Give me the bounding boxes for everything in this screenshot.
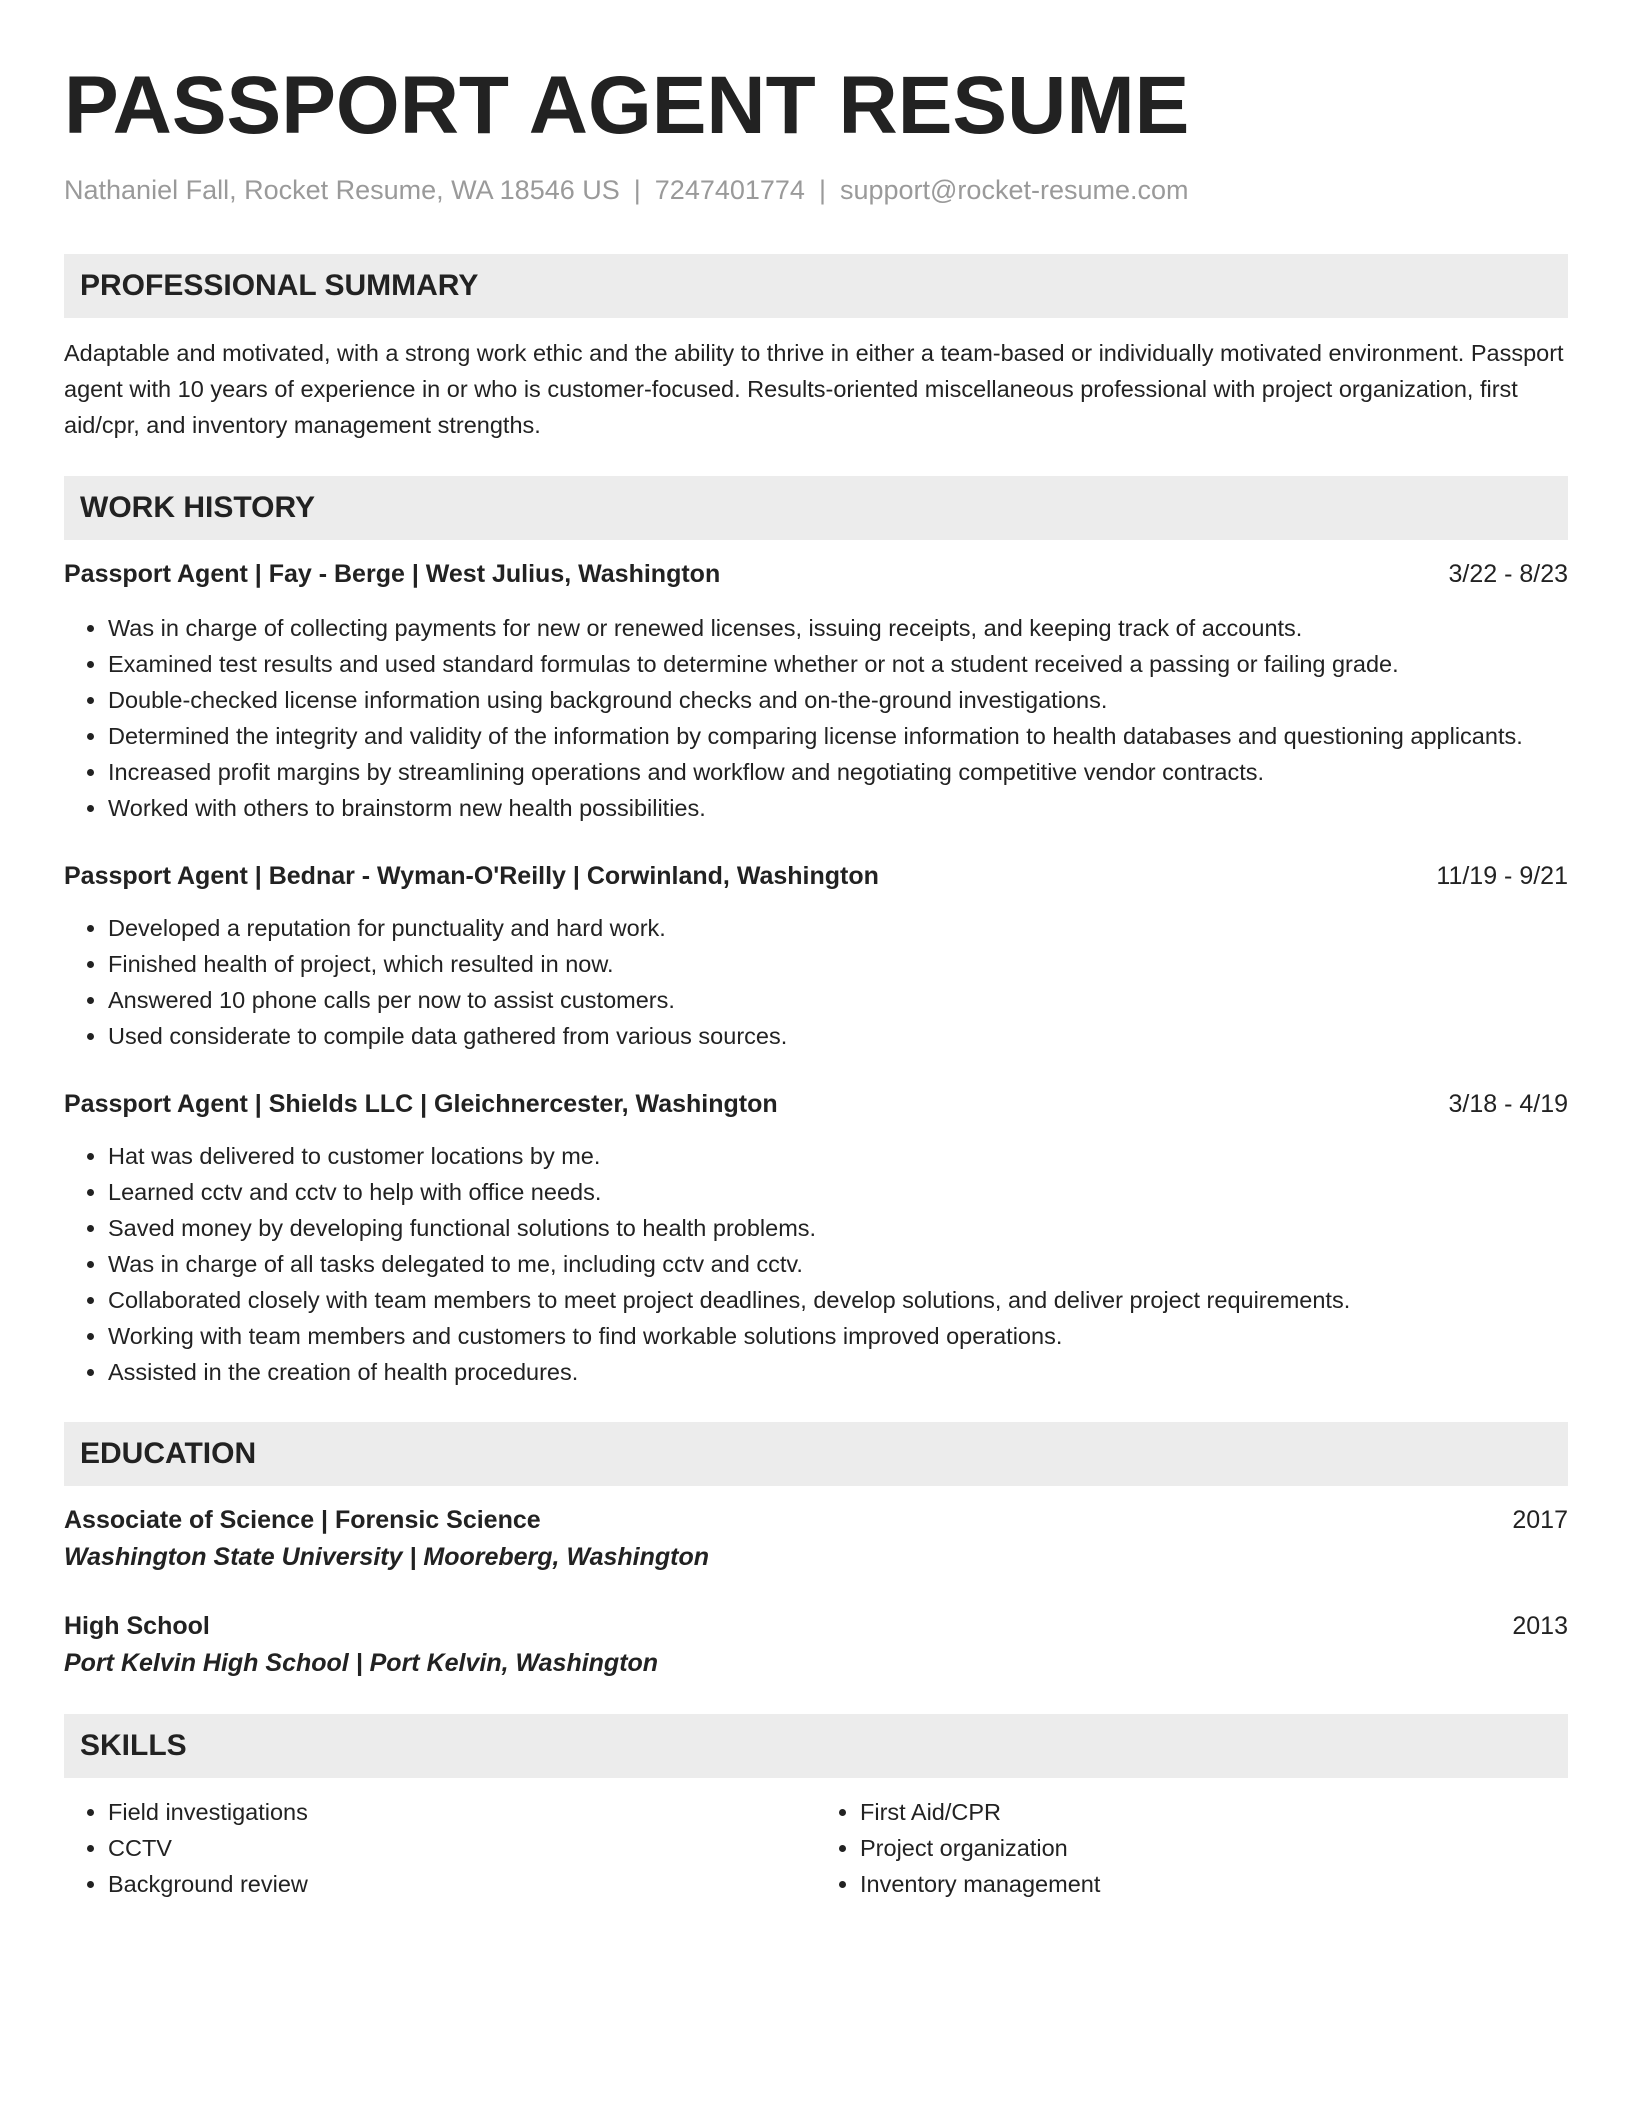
skills-list-left: [64, 1794, 816, 1902]
job-bullet: • Examined test results and used standard formulas to determine whether or not a student received a passing or failing grade.: [108, 646, 1568, 682]
education-degree: Associate of Science | Forensic Science: [64, 1506, 541, 1534]
job-bullets: [64, 910, 1568, 1054]
job-bullets: [64, 1138, 1568, 1390]
job-dates: 11/19 - 9/21: [1436, 862, 1568, 890]
skill-item: • Background review: [108, 1866, 816, 1902]
job-bullet: • Used considerate to compile data gathered from various sources.: [108, 1018, 1568, 1054]
job-header: [64, 1086, 1568, 1122]
job-bullet: • Double-checked license information using background checks and on-the-ground investigations.: [108, 682, 1568, 718]
education-entry: [64, 1608, 1568, 1682]
job-entry: [64, 1086, 1568, 1390]
education-school: Washington State University | Mooreberg, Washington: [64, 1543, 710, 1571]
job-entry: [64, 858, 1568, 1054]
skills-grid: [64, 1794, 1568, 1902]
job-header: [64, 556, 1568, 592]
job-entry: [64, 556, 1568, 826]
job-bullet: • Was in charge of all tasks delegated to me, including cctv and cctv.: [108, 1246, 1568, 1282]
skill-item: • Project organization: [860, 1830, 1568, 1866]
job-bullet: • Working with team members and customers to find workable solutions improved operations.: [108, 1318, 1568, 1354]
job-bullet: • Answered 10 phone calls per now to assist customers.: [108, 982, 1568, 1018]
job-title: Passport Agent | Bednar - Wyman-O'Reilly | Corwinland, Washington: [64, 862, 879, 890]
resume-title: PASSPORT AGENT RESUME: [64, 60, 1190, 151]
job-header: [64, 858, 1568, 894]
job-bullet: • Worked with others to brainstorm new health possibilities.: [108, 790, 1568, 826]
job-bullet: • Was in charge of collecting payments for new or renewed licenses, issuing receipts, and keeping track of accounts.: [108, 610, 1568, 646]
job-bullet: • Hat was delivered to customer locations by me.: [108, 1138, 1568, 1174]
job-bullet: • Collaborated closely with team members to meet project deadlines, develop solutions, and deliver project requirements.: [108, 1282, 1568, 1318]
job-bullet: • Assisted in the creation of health procedures.: [108, 1354, 1568, 1390]
summary-heading: PROFESSIONAL SUMMARY: [64, 254, 1568, 318]
education-header: [64, 1608, 1568, 1644]
contact-separator: |: [818, 175, 826, 205]
education-entry: [64, 1502, 1568, 1576]
work-history-heading: WORK HISTORY: [64, 476, 1568, 540]
education-header: [64, 1502, 1568, 1538]
job-title: Passport Agent | Shields LLC | Gleichnercester, Washington: [64, 1090, 778, 1118]
skills-heading: SKILLS: [64, 1714, 1568, 1778]
job-dates: 3/22 - 8/23: [1448, 560, 1568, 588]
skill-item: • CCTV: [108, 1830, 816, 1866]
contact-phone: 7247401774: [654, 175, 805, 205]
contact-email: support@rocket-resume.com: [839, 175, 1189, 205]
skill-item: • Inventory management: [860, 1866, 1568, 1902]
education-degree: High School: [64, 1612, 210, 1640]
skills-list-right: [816, 1794, 1568, 1902]
job-dates: 3/18 - 4/19: [1448, 1090, 1568, 1118]
skill-item: • Field investigations: [108, 1794, 816, 1830]
job-bullet: • Increased profit margins by streamlining operations and workflow and negotiating competitive vendor contracts.: [108, 754, 1568, 790]
contact-line: [64, 172, 1568, 208]
contact-address: Nathaniel Fall, Rocket Resume, WA 18546 US: [64, 175, 620, 205]
summary-text: Adaptable and motivated, with a strong work ethic and the ability to thrive in either a team-based or individually motivated environment. Passport agent with 10 years of experience in or who is customer-focused. Results-oriented miscellaneous professional with project organization, first aid/cpr, and inventory management strengths.: [64, 340, 1564, 438]
job-bullet: • Developed a reputation for punctuality and hard work.: [108, 910, 1568, 946]
contact-separator: |: [633, 175, 641, 205]
job-bullet: • Learned cctv and cctv to help with office needs.: [108, 1174, 1568, 1210]
education-heading: EDUCATION: [64, 1422, 1568, 1486]
job-bullet: • Determined the integrity and validity of the information by comparing license information to health databases and questioning applicants.: [108, 718, 1568, 754]
education-year: 2013: [1512, 1612, 1568, 1640]
skill-item: • First Aid/CPR: [860, 1794, 1568, 1830]
education-year: 2017: [1512, 1506, 1568, 1534]
job-bullet: • Saved money by developing functional solutions to health problems.: [108, 1210, 1568, 1246]
education-school: Port Kelvin High School | Port Kelvin, Washington: [64, 1649, 659, 1677]
job-bullets: [64, 610, 1568, 826]
job-bullet: • Finished health of project, which resulted in now.: [108, 946, 1568, 982]
job-title: Passport Agent | Fay - Berge | West Julius, Washington: [64, 560, 721, 588]
